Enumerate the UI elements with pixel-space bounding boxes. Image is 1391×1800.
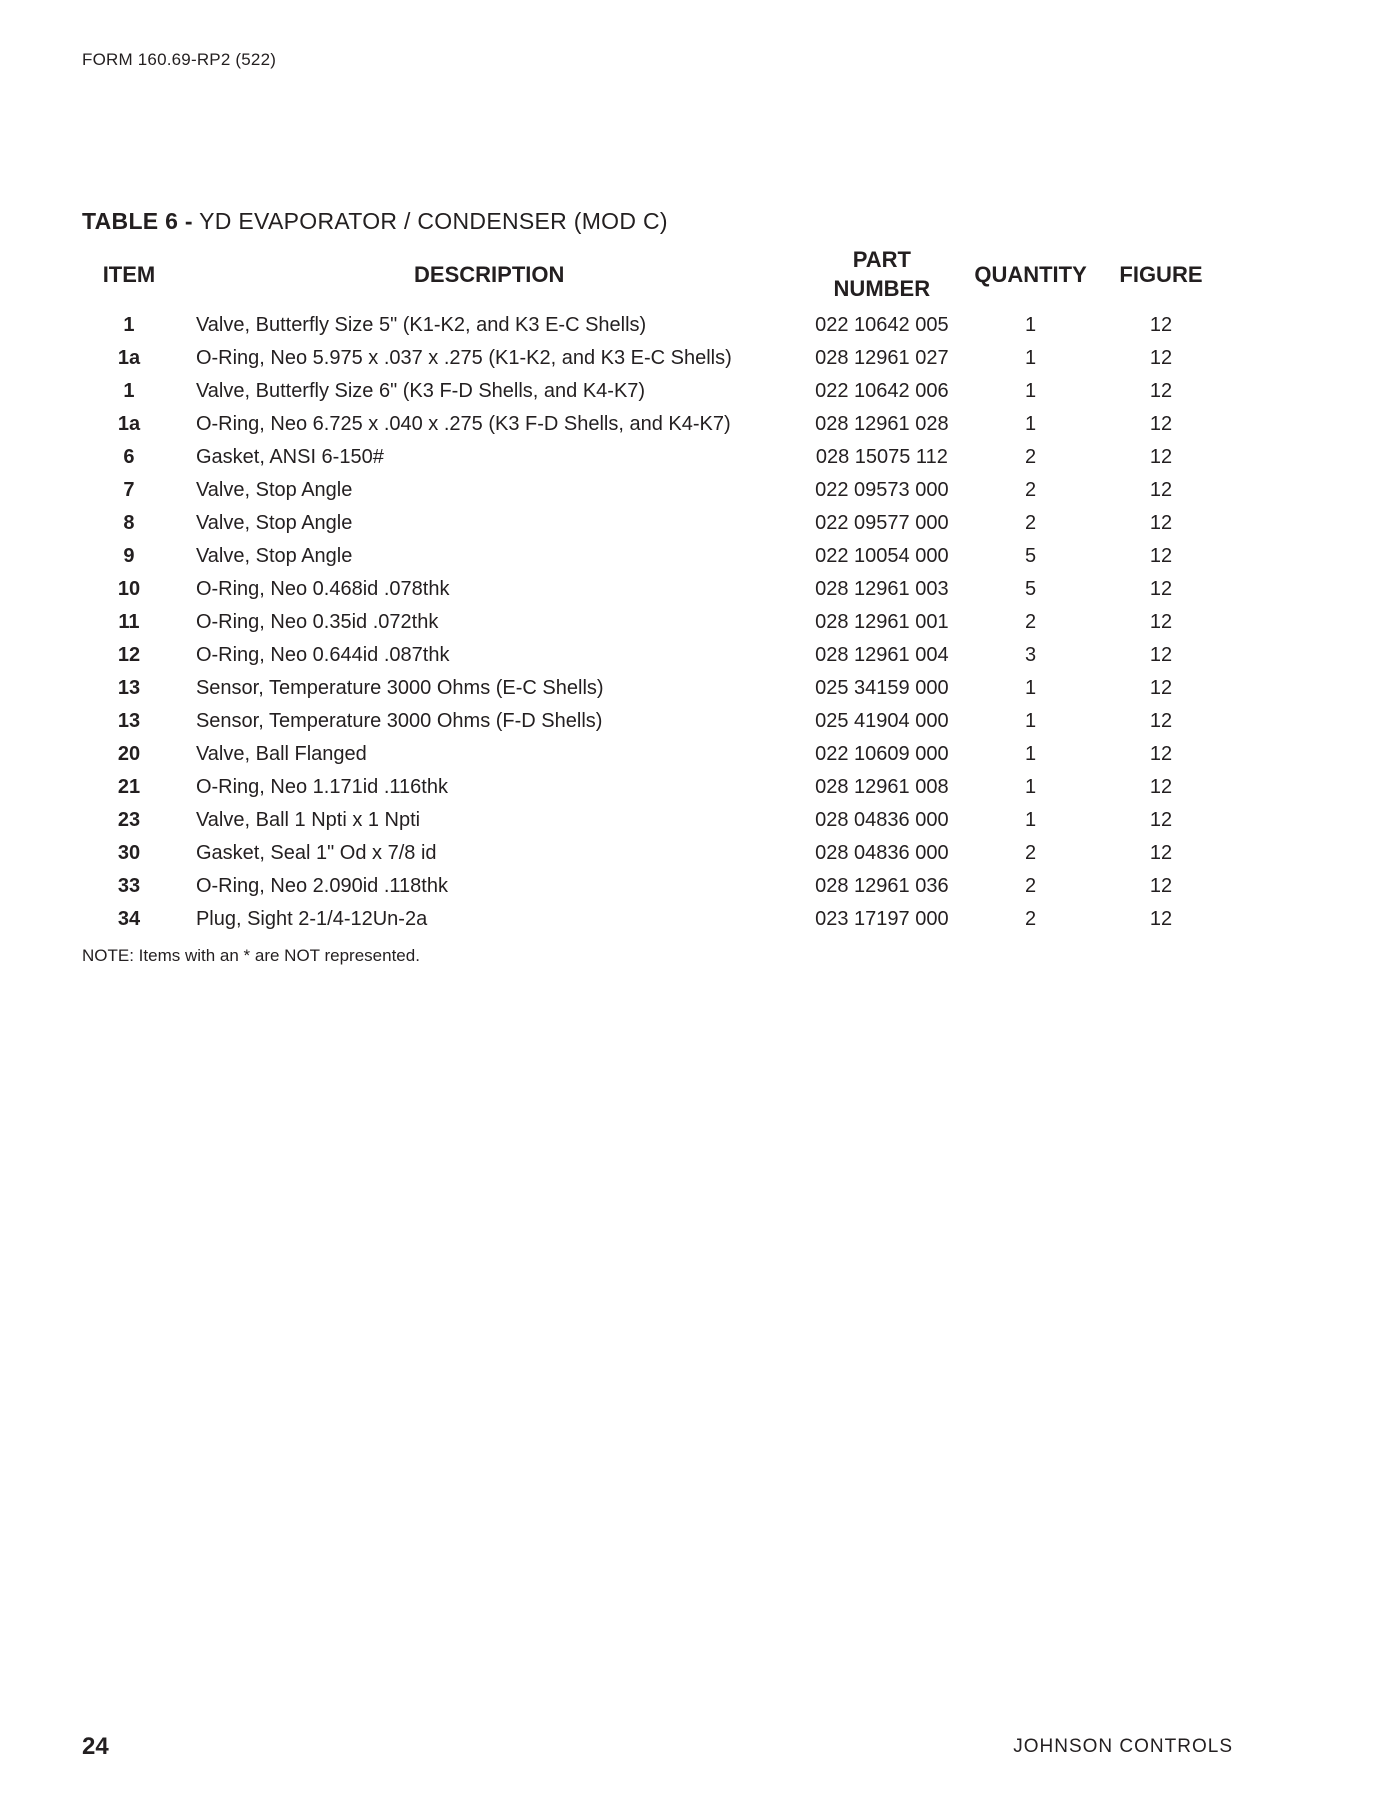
table-row bbox=[82, 573, 1222, 606]
figure-cell: 12 bbox=[1149, 611, 1173, 633]
figure-cell: 12 bbox=[1149, 644, 1173, 666]
figure-cell: 12 bbox=[1149, 842, 1173, 864]
figure-cell: 12 bbox=[1149, 809, 1173, 831]
item-cell: 12 bbox=[117, 644, 141, 666]
table-row bbox=[82, 639, 1222, 672]
figure-cell: 12 bbox=[1149, 875, 1173, 897]
part-number-cell: 025 34159 000 bbox=[815, 677, 949, 699]
part-number-cell: 028 12961 028 bbox=[815, 413, 949, 435]
quantity-cell: 2 bbox=[1024, 842, 1037, 864]
table-title-label: TABLE 6 - bbox=[82, 208, 193, 234]
quantity-cell: 1 bbox=[1024, 413, 1037, 435]
quantity-cell: 3 bbox=[1024, 644, 1037, 666]
figure-cell: 12 bbox=[1149, 446, 1173, 468]
table-body bbox=[82, 309, 1222, 936]
description-cell: Gasket, Seal 1" Od x 7/8 id bbox=[195, 842, 437, 864]
part-number-cell: 028 12961 001 bbox=[815, 611, 949, 633]
figure-cell: 12 bbox=[1149, 512, 1173, 534]
column-header-item: ITEM bbox=[102, 261, 156, 287]
table-row bbox=[82, 705, 1222, 738]
description-cell: O-Ring, Neo 6.725 x .040 x .275 (K3 F-D Shells, and K4-K7) bbox=[195, 413, 731, 435]
item-cell: 1a bbox=[117, 413, 141, 435]
figure-cell: 12 bbox=[1149, 743, 1173, 765]
part-number-cell: 028 12961 027 bbox=[815, 347, 949, 369]
part-number-cell: 028 12961 004 bbox=[815, 644, 949, 666]
item-cell: 1 bbox=[123, 314, 135, 336]
quantity-cell: 2 bbox=[1024, 908, 1037, 930]
item-cell: 13 bbox=[117, 710, 141, 732]
part-number-cell: 023 17197 000 bbox=[815, 908, 949, 930]
table-row bbox=[82, 870, 1222, 903]
table-row bbox=[82, 903, 1222, 936]
description-cell: Valve, Stop Angle bbox=[195, 512, 353, 534]
description-cell: O-Ring, Neo 1.171id .116thk bbox=[195, 776, 448, 798]
brand-name: JOHNSON CONTROLS bbox=[1013, 1736, 1233, 1757]
description-cell: O-Ring, Neo 2.090id .118thk bbox=[195, 875, 448, 897]
part-number-cell: 022 09577 000 bbox=[815, 512, 949, 534]
item-cell: 11 bbox=[118, 611, 140, 633]
page-number: 24 bbox=[82, 1733, 109, 1760]
table-row bbox=[82, 738, 1222, 771]
quantity-cell: 2 bbox=[1024, 446, 1037, 468]
quantity-cell: 1 bbox=[1024, 347, 1037, 369]
quantity-cell: 1 bbox=[1024, 710, 1037, 732]
item-cell: 33 bbox=[117, 875, 141, 897]
column-header-quantity: QUANTITY bbox=[974, 261, 1087, 287]
quantity-cell: 1 bbox=[1024, 380, 1037, 402]
table-row bbox=[82, 441, 1222, 474]
description-cell: Valve, Stop Angle bbox=[195, 545, 353, 567]
figure-cell: 12 bbox=[1149, 677, 1173, 699]
description-cell: Valve, Ball 1 Npti x 1 Npti bbox=[195, 809, 421, 831]
description-cell: Valve, Butterfly Size 6" (K3 F-D Shells, and K4-K7) bbox=[195, 380, 646, 402]
figure-cell: 12 bbox=[1149, 347, 1173, 369]
column-header-description: DESCRIPTION bbox=[414, 261, 565, 287]
description-cell: O-Ring, Neo 0.35id .072thk bbox=[195, 611, 439, 633]
item-cell: 1a bbox=[117, 347, 141, 369]
figure-cell: 12 bbox=[1149, 710, 1173, 732]
item-cell: 13 bbox=[117, 677, 141, 699]
quantity-cell: 2 bbox=[1024, 512, 1037, 534]
table-title-text: YD EVAPORATOR / CONDENSER (MOD C) bbox=[192, 208, 668, 234]
form-number: FORM 160.69-RP2 (522) bbox=[82, 50, 277, 69]
figure-cell: 12 bbox=[1149, 413, 1173, 435]
table-row bbox=[82, 771, 1222, 804]
item-cell: 6 bbox=[123, 446, 135, 468]
parts-table bbox=[82, 241, 1222, 936]
table-header-row bbox=[82, 241, 1222, 309]
table-row bbox=[82, 507, 1222, 540]
figure-cell: 12 bbox=[1149, 479, 1173, 501]
part-number-cell: 028 12961 003 bbox=[815, 578, 949, 600]
quantity-cell: 1 bbox=[1024, 743, 1037, 765]
part-number-cell: 028 12961 036 bbox=[815, 875, 949, 897]
item-cell: 10 bbox=[117, 578, 141, 600]
part-number-cell: 022 10642 006 bbox=[815, 380, 949, 402]
table-row bbox=[82, 408, 1222, 441]
description-cell: Valve, Stop Angle bbox=[195, 479, 353, 501]
table-row bbox=[82, 342, 1222, 375]
quantity-cell: 5 bbox=[1024, 545, 1037, 567]
part-number-cell: 028 12961 008 bbox=[815, 776, 949, 798]
column-header-figure: FIGURE bbox=[1119, 261, 1203, 287]
item-cell: 8 bbox=[123, 512, 135, 534]
table-row bbox=[82, 672, 1222, 705]
table-note: NOTE: Items with an * are NOT represented. bbox=[82, 946, 420, 965]
item-cell: 20 bbox=[117, 743, 141, 765]
table-title bbox=[82, 208, 668, 235]
figure-cell: 12 bbox=[1149, 776, 1173, 798]
part-number-cell: 025 41904 000 bbox=[815, 710, 949, 732]
quantity-cell: 5 bbox=[1024, 578, 1037, 600]
table-row bbox=[82, 606, 1222, 639]
column-header-part-line2: NUMBER bbox=[833, 276, 931, 301]
figure-cell: 12 bbox=[1149, 545, 1173, 567]
quantity-cell: 2 bbox=[1024, 611, 1037, 633]
quantity-cell: 2 bbox=[1024, 875, 1037, 897]
quantity-cell: 1 bbox=[1024, 677, 1037, 699]
description-cell: Sensor, Temperature 3000 Ohms (F-D Shells) bbox=[195, 710, 603, 732]
part-number-cell: 022 09573 000 bbox=[815, 479, 949, 501]
figure-cell: 12 bbox=[1149, 578, 1173, 600]
column-header-part-number bbox=[802, 241, 961, 309]
table-row bbox=[82, 474, 1222, 507]
quantity-cell: 1 bbox=[1024, 809, 1037, 831]
part-number-cell: 022 10054 000 bbox=[815, 545, 949, 567]
part-number-cell: 028 15075 112 bbox=[815, 446, 948, 468]
description-cell: Plug, Sight 2-1/4-12Un-2a bbox=[195, 908, 428, 930]
figure-cell: 12 bbox=[1149, 908, 1173, 930]
item-cell: 21 bbox=[117, 776, 141, 798]
table-row bbox=[82, 804, 1222, 837]
quantity-cell: 1 bbox=[1024, 776, 1037, 798]
description-cell: O-Ring, Neo 0.644id .087thk bbox=[195, 644, 450, 666]
part-number-cell: 028 04836 000 bbox=[815, 842, 949, 864]
part-number-cell: 028 04836 000 bbox=[815, 809, 949, 831]
table-row bbox=[82, 375, 1222, 408]
table-row bbox=[82, 837, 1222, 870]
item-cell: 30 bbox=[117, 842, 141, 864]
item-cell: 9 bbox=[123, 545, 135, 567]
quantity-cell: 1 bbox=[1024, 314, 1037, 336]
description-cell: Sensor, Temperature 3000 Ohms (E-C Shells) bbox=[195, 677, 604, 699]
item-cell: 34 bbox=[117, 908, 141, 930]
item-cell: 7 bbox=[123, 479, 135, 501]
table-row bbox=[82, 309, 1222, 342]
item-cell: 1 bbox=[123, 380, 135, 402]
quantity-cell: 2 bbox=[1024, 479, 1037, 501]
table-row bbox=[82, 540, 1222, 573]
description-cell: O-Ring, Neo 0.468id .078thk bbox=[195, 578, 450, 600]
part-number-cell: 022 10609 000 bbox=[815, 743, 949, 765]
column-header-part-line1: PART bbox=[852, 247, 911, 272]
figure-cell: 12 bbox=[1149, 380, 1173, 402]
item-cell: 23 bbox=[117, 809, 141, 831]
part-number-cell: 022 10642 005 bbox=[815, 314, 949, 336]
description-cell: O-Ring, Neo 5.975 x .037 x .275 (K1-K2, and K3 E-C Shells) bbox=[195, 347, 732, 369]
description-cell: Valve, Ball Flanged bbox=[195, 743, 367, 765]
description-cell: Gasket, ANSI 6-150# bbox=[195, 446, 384, 468]
description-cell: Valve, Butterfly Size 5" (K1-K2, and K3 E-C Shells) bbox=[195, 314, 647, 336]
figure-cell: 12 bbox=[1149, 314, 1173, 336]
